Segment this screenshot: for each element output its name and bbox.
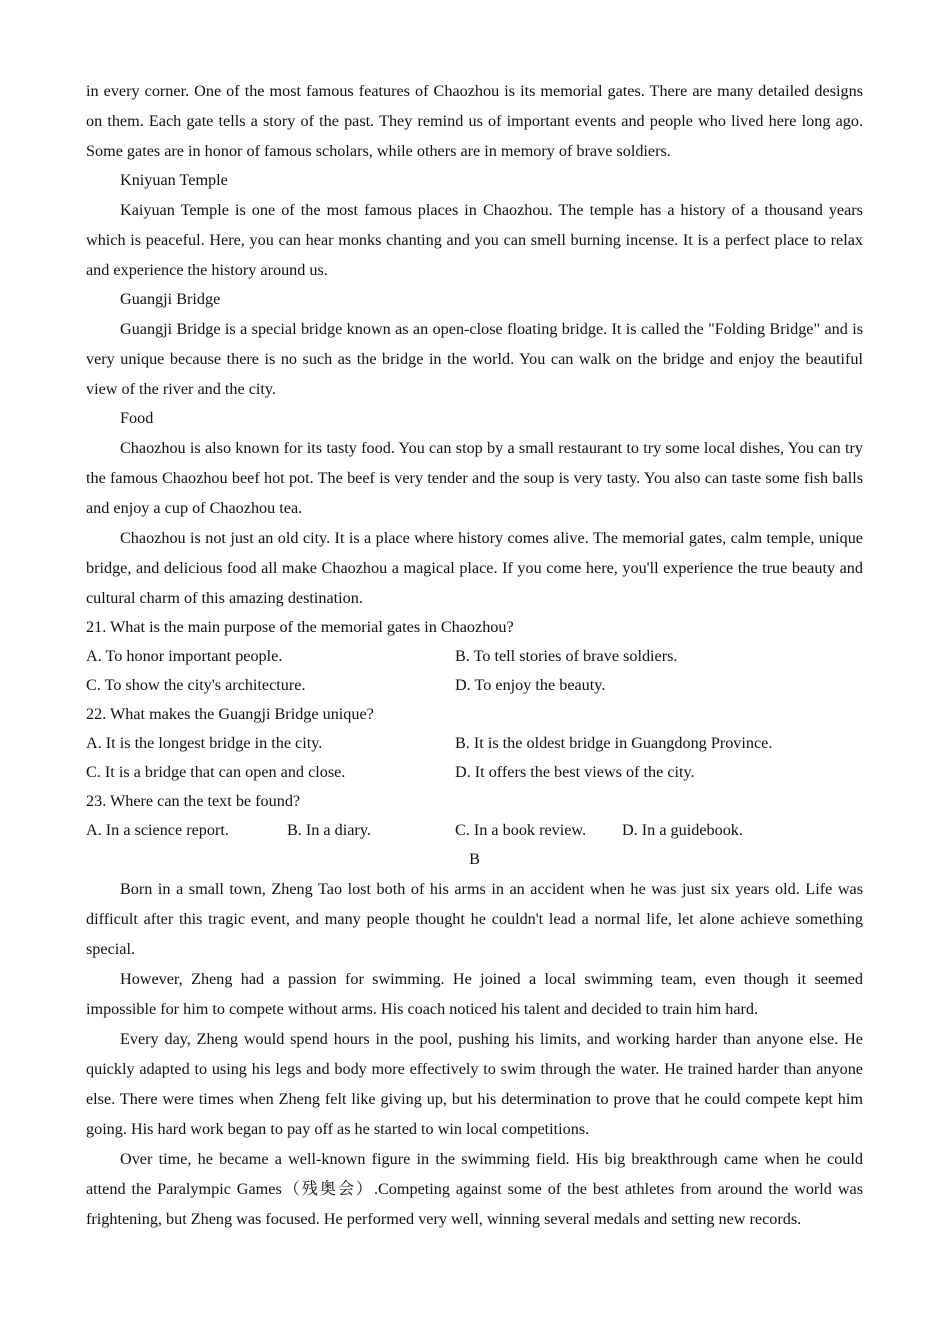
question-22 <box>86 700 863 787</box>
option-b: B. To tell stories of brave soldiers. <box>455 647 678 665</box>
passage-b-paragraph: Over time, he became a well-known figure in the swimming field. His big breakthrough came when he could attend the Paralympic Games（残奥会）.Competing against some of the best athletes from around the world was frightening, but Zheng was focused. He performed very well, winning several medals and setting new records. <box>86 1150 863 1228</box>
passage-b-paragraph: Every day, Zheng would spend hours in the pool, pushing his limits, and working harder than anyone else. He quickly adapted to using his legs and body more effectively to swim through the water. He trained harder than anyone else. There were times when Zheng felt like giving up, but his determination to prove that he could compete kept him going. His hard work began to pay off as he started to win local competitions. <box>86 1030 863 1138</box>
option-c: C. To show the city's architecture. <box>86 676 306 694</box>
conclusion-paragraph: Chaozhou is not just an old city. It is a place where history comes alive. The memorial gates, calm temple, unique bridge, and delicious food all make Chaozhou a magical place. If you come here, you'll experience the true beauty and cultural charm of this amazing destination. <box>86 529 863 607</box>
option-b: B. It is the oldest bridge in Guangdong Province. <box>455 734 773 752</box>
bridge-paragraph: Guangji Bridge is a special bridge known as an open-close floating bridge. It is called the "Folding Bridge" and is very unique because there is no such as the bridge in the world. You can walk on the bridge and enjoy the beautiful view of the river and the city. <box>86 320 863 398</box>
passage-b-paragraph: Born in a small town, Zheng Tao lost both of his arms in an accident when he was just six years old. Life was difficult after this tragic event, and many people thought he couldn't lead a normal life, let alone achieve something special. <box>86 880 863 958</box>
option-c: C. It is a bridge that can open and close. <box>86 763 346 781</box>
option-d: D. It offers the best views of the city. <box>455 763 695 781</box>
question-21 <box>86 613 863 700</box>
temple-heading: Kniyuan Temple <box>120 171 228 189</box>
document-page <box>86 76 863 1234</box>
bridge-heading: Guangji Bridge <box>120 290 221 308</box>
option-c: C. In a book review. <box>455 821 587 839</box>
question-23 <box>86 787 863 845</box>
option-d: D. In a guidebook. <box>622 821 743 839</box>
question-stem: 21. What is the main purpose of the memorial gates in Chaozhou? <box>86 618 514 636</box>
food-heading: Food <box>120 409 154 427</box>
food-paragraph: Chaozhou is also known for its tasty food. You can stop by a small restaurant to try some local dishes, You can try the famous Chaozhou beef hot pot. The beef is very tender and the soup is very tasty. You also can taste some fish balls and enjoy a cup of Chaozhou tea. <box>86 439 863 517</box>
option-d: D. To enjoy the beauty. <box>455 676 606 694</box>
option-b: B. In a diary. <box>287 821 371 839</box>
passage-a-intro: in every corner. One of the most famous features of Chaozhou is its memorial gates. There are many detailed designs on them. Each gate tells a story of the past. They remind us of important events and people who lived here long ago. Some gates are in honor of famous scholars, while others are in memory of brave soldiers. <box>86 82 863 160</box>
option-a: A. To honor important people. <box>86 647 283 665</box>
temple-paragraph: Kaiyuan Temple is one of the most famous places in Chaozhou. The temple has a history of a thousand years which is peaceful. Here, you can hear monks chanting and you can smell burning incense. It is a perfect place to relax and experience the history around us. <box>86 201 863 279</box>
option-a: A. It is the longest bridge in the city. <box>86 734 323 752</box>
question-stem: 22. What makes the Guangji Bridge unique? <box>86 705 374 723</box>
option-a: A. In a science report. <box>86 821 229 839</box>
passage-b-paragraph: However, Zheng had a passion for swimming. He joined a local swimming team, even though it seemed impossible for him to compete without arms. His coach noticed his talent and decided to train him hard. <box>86 970 863 1018</box>
question-stem: 23. Where can the text be found? <box>86 792 301 810</box>
section-b-label: B <box>469 850 480 868</box>
